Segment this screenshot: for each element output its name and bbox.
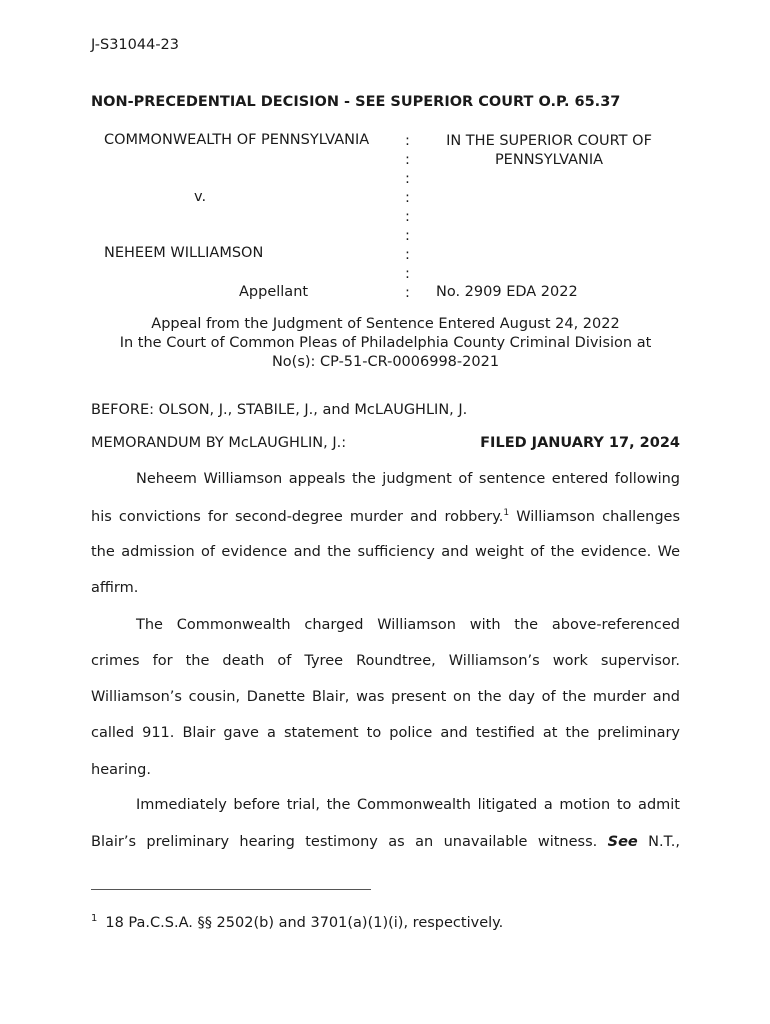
body-line: the admission of evidence and the sufficiency and weight of the evidence. We [91, 544, 680, 560]
panel-before: BEFORE: OLSON, J., STABILE, J., and McLAUGHLIN, J. [91, 402, 468, 418]
caption-court-line2: PENNSYLVANIA [494, 152, 604, 168]
footnote-ref[interactable]: 1 [503, 508, 510, 518]
footnote-mark: 1 [91, 913, 98, 924]
caption-docket-number: No. 2909 EDA 2022 [436, 284, 578, 300]
non-precedential-notice: NON-PRECEDENTIAL DECISION - SEE SUPERIOR COURT O.P. 65.37 [91, 94, 621, 110]
appeal-line: Appeal from the Judgment of Sentence Entered August 24, 2022 [151, 316, 620, 332]
body-text-span: Williamson challenges [509, 509, 680, 525]
caption-versus: v. [194, 189, 207, 205]
body-text-span: N.T., [637, 834, 680, 850]
memorandum-author: MEMORANDUM BY McLAUGHLIN, J.: [91, 435, 347, 451]
appeal-info [91, 315, 680, 372]
caption-colon: : [405, 171, 410, 187]
body-line [91, 508, 680, 525]
caption-colon: : [405, 133, 410, 149]
body-text-span: his convictions for second-degree murder and robbery. [91, 509, 504, 525]
body-line: Williamson’s cousin, Danette Blair, was present on the day of the murder and [91, 689, 680, 705]
caption-role: Appellant [239, 284, 309, 300]
caption-colon: : [405, 228, 410, 244]
caption-colon: : [405, 152, 410, 168]
appeal-line: In the Court of Common Pleas of Philadelphia County Criminal Division at [119, 335, 652, 351]
caption-colon-column [405, 132, 415, 303]
caption-court-line1: IN THE SUPERIOR COURT OF [446, 133, 652, 149]
body-line: affirm. [91, 580, 139, 596]
caption-colon: : [405, 285, 410, 301]
citation-signal: See [607, 834, 638, 850]
body-line [91, 834, 680, 850]
caption-colon: : [405, 266, 410, 282]
caption-plaintiff: COMMONWEALTH OF PENNSYLVANIA [104, 132, 370, 148]
docket-code: J-S31044-23 [91, 37, 180, 53]
caption-colon: : [405, 190, 410, 206]
body-text-span: Blair’s preliminary hearing testimony as an unavailable witness. [91, 834, 608, 850]
body-line: The Commonwealth charged Williamson with the above-referenced [136, 617, 680, 633]
filed-date: FILED JANUARY 17, 2024 [480, 435, 680, 451]
body-line: Immediately before trial, the Commonwealth litigated a motion to admit [136, 797, 680, 813]
footnote-text: 18 Pa.C.S.A. §§ 2502(b) and 3701(a)(1)(i), respectively. [105, 915, 504, 931]
appeal-line: No(s): CP-51-CR-0006998-2021 [271, 354, 500, 370]
body-line: hearing. [91, 762, 151, 778]
body-line: Neheem Williamson appeals the judgment of sentence entered following [136, 471, 680, 487]
caption-defendant: NEHEEM WILLIAMSON [104, 245, 264, 261]
caption-colon: : [405, 209, 410, 225]
caption-colon: : [405, 247, 410, 263]
body-line: crimes for the death of Tyree Roundtree, Williamson’s work supervisor. [91, 653, 680, 669]
footnote-separator [91, 889, 371, 890]
body-line: called 911. Blair gave a statement to police and testified at the preliminary [91, 725, 680, 741]
footnote [91, 913, 503, 931]
